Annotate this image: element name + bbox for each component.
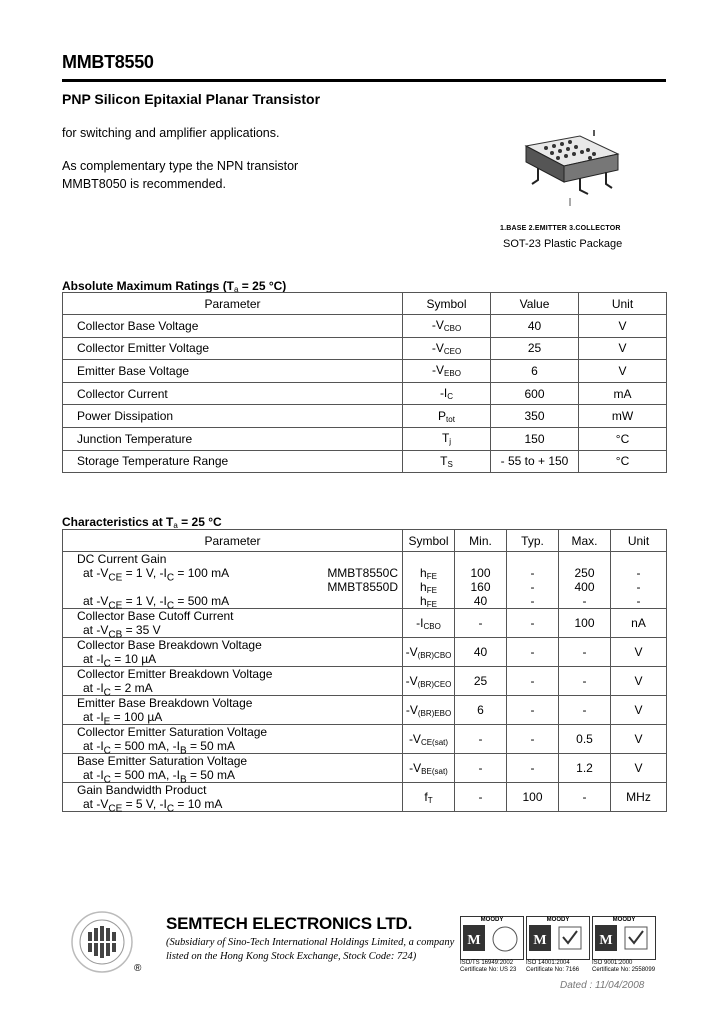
header-symbol: Symbol [403,293,491,315]
header-value: Value [491,293,579,315]
param-cell: Collector Base Cutoff Current at $-V_{CB} = 35$ V [63,609,403,638]
param-cell: Collector Emitter Breakdown Voltage at $-I_C = 2$ mA [63,667,403,696]
dc-gain-min: 100 160 40 [455,552,507,609]
table-row [63,754,667,783]
table-row [63,427,667,450]
cert-box-2: MOODY M [526,916,590,960]
cert-caption-2: ISO 14001:2004 Certificate No: 7166 [526,960,580,973]
typ-cell: 100 [507,783,559,812]
header-unit: Unit [579,293,667,315]
typ-cell: - [507,754,559,783]
abs-max-title: Absolute Maximum Ratings ($T_a = 25$ °C) [62,279,287,294]
value-cell: 350 [491,405,579,428]
param-cell: Junction Temperature [63,427,403,450]
typ-cell: - [507,696,559,725]
param-cell: Collector Emitter Saturation Voltage at $-I_C = 500$ mA, $-I_B = 50$ mA [63,725,403,754]
value-cell: 600 [491,382,579,405]
min-cell: 25 [455,667,507,696]
intro-line-2: As complementary type the NPN transistor [62,159,299,173]
symbol-cell: $-V_{BE(sat)}$ [403,754,455,783]
symbol-cell: $-V_{CE(sat)}$ [403,725,455,754]
unit-cell: °C [579,427,667,450]
table-row [63,667,667,696]
table-row [63,405,667,428]
dc-gain-typ: - - - [507,552,559,609]
header-min: Min. [455,530,507,552]
symbol-cell: $f_T$ [403,783,455,812]
dated-label: Dated : 11/04/2008 [560,980,645,991]
symbol-cell: $-V_{CEO}$ [403,337,491,360]
header-parameter: Parameter [63,530,403,552]
unit-cell: nA [611,609,667,638]
param-cell: Emitter Base Voltage [63,360,403,383]
value-cell: 150 [491,427,579,450]
param-cell: Collector Base Breakdown Voltage at $-I_C = 10$ µA [63,638,403,667]
symbol-cell: $-V_{(BR)CEO}$ [403,667,455,696]
value-cell: 40 [491,315,579,338]
value-cell: - 55 to + 150 [491,450,579,473]
dc-gain-symbol: $h_{FE}$ $h_{FE}$ $h_{FE}$ [403,552,455,609]
symbol-cell: $P_{tot}$ [403,405,491,428]
header-typ: Typ. [507,530,559,552]
symbol-cell: $T_j$ [403,427,491,450]
cert-box-3: MOODY M [592,916,656,960]
table-row [63,552,667,609]
semtech-logo [62,908,142,978]
unit-cell: V [579,337,667,360]
max-cell: 0.5 [559,725,611,754]
company-name: SEMTECH ELECTRONICS LTD. [166,914,413,933]
device-subtitle: PNP Silicon Epitaxial Planar Transistor [62,91,321,107]
unit-cell: V [611,696,667,725]
characteristics-header-row [63,530,667,552]
cert-logos [460,916,660,976]
min-cell: 40 [455,638,507,667]
param-cell: Collector Emitter Voltage [63,337,403,360]
typ-cell: - [507,638,559,667]
min-cell: - [455,609,507,638]
dc-gain-cond-1: at $-V_{CE} = 1$ V, $-I_C = 100$ mA MMBT8550C [83,566,398,584]
header-rule [62,79,666,82]
typ-cell: - [507,667,559,696]
characteristics-title: Characteristics at $T_a = 25$ °C [62,515,222,530]
param-cell: Collector Current [63,382,403,405]
unit-cell: V [611,638,667,667]
model-mmbt8550d: MMBT8550D [327,580,398,594]
symbol-cell: $T_S$ [403,450,491,473]
param-cell: Base Emitter Saturation Voltage at $-I_C = 500$ mA, $-I_B = 50$ mA [63,754,403,783]
cert-box-1: MOODY M [460,916,524,960]
min-cell: - [455,754,507,783]
svg-text:M: M [533,933,547,948]
param-cell: Collector Base Voltage [63,315,403,338]
unit-cell: V [579,360,667,383]
max-cell: - [559,667,611,696]
company-subsidiary-line-1: (Subsidiary of Sino-Tech International Holdings Limited, a company [166,937,455,948]
header-unit: Unit [611,530,667,552]
symbol-cell: $-I_{CBO}$ [403,609,455,638]
symbol-cell: $-V_{EBO}$ [403,360,491,383]
dc-gain-param [63,552,403,612]
unit-cell: MHz [611,783,667,812]
model-mmbt8550c: MMBT8550C [327,566,398,580]
svg-text:M: M [599,933,613,948]
cert-caption-1: ISO/TS 16949:2002 Certificate No: US 23 [460,960,517,973]
table-row [63,725,667,754]
unit-cell: °C [579,450,667,473]
max-cell: 1.2 [559,754,611,783]
header-parameter: Parameter [63,293,403,315]
table-row [63,609,667,638]
header-max: Max. [559,530,611,552]
cert-mark-1-icon [461,923,521,955]
min-cell: - [455,725,507,754]
cert-caption-3: ISO 9001:2000 Certificate No: 2558099 [592,960,656,973]
intro-line-1: for switching and amplifier applications. [62,126,280,140]
table-row [63,696,667,725]
max-cell: - [559,696,611,725]
min-cell: 6 [455,696,507,725]
unit-cell: V [611,754,667,783]
cert-mark-3-icon [593,923,653,955]
table-row [63,638,667,667]
max-cell: - [559,783,611,812]
typ-cell: - [507,609,559,638]
company-subsidiary-line-2: listed on the Hong Kong Stock Exchange, Stock Code: 724) [166,951,417,962]
dc-gain-unit: - - - [611,552,667,609]
dc-gain-label: DC Current Gain [77,552,167,566]
table-row [63,315,667,338]
unit-cell: V [579,315,667,338]
unit-cell: V [611,725,667,754]
symbol-cell: $-I_C$ [403,382,491,405]
pinout-label: 1.BASE 2.EMITTER 3.COLLECTOR [500,225,621,232]
typ-cell: - [507,725,559,754]
intro-line-3: MMBT8050 is recommended. [62,177,226,191]
max-cell: - [559,638,611,667]
value-cell: 6 [491,360,579,383]
min-cell: - [455,783,507,812]
abs-max-header-row [63,293,667,315]
package-name: SOT-23 Plastic Package [503,238,623,250]
characteristics-table [62,529,667,815]
table-row [63,783,667,812]
dc-gain-cond-2: at $-V_{CE} = 1$ V, $-I_C = 500$ mA [83,594,230,612]
param-cell: Storage Temperature Range [63,450,403,473]
unit-cell: V [611,667,667,696]
param-cell: Gain Bandwidth Product at $-V_{CE} = 5$ V, $-I_C = 10$ mA [63,783,403,812]
param-cell: Power Dissipation [63,405,403,428]
value-cell: 25 [491,337,579,360]
header-symbol: Symbol [403,530,455,552]
symbol-cell: $-V_{(BR)CBO}$ [403,638,455,667]
table-row [63,337,667,360]
table-row [63,360,667,383]
sot23-package-image [518,128,628,216]
table-row [63,450,667,473]
part-number-title: MMBT8550 [62,52,154,72]
cert-mark-2-icon [527,923,587,955]
unit-cell: mW [579,405,667,428]
param-cell: Emitter Base Breakdown Voltage at $-I_E = 100$ µA [63,696,403,725]
registered-mark: ® [134,963,142,974]
max-cell: 100 [559,609,611,638]
symbol-cell: $-V_{CBO}$ [403,315,491,338]
symbol-cell: $-V_{(BR)EBO}$ [403,696,455,725]
abs-max-table [62,292,667,473]
svg-text:M: M [467,933,481,948]
unit-cell: mA [579,382,667,405]
dc-gain-max: 250 400 - [559,552,611,609]
table-row [63,382,667,405]
